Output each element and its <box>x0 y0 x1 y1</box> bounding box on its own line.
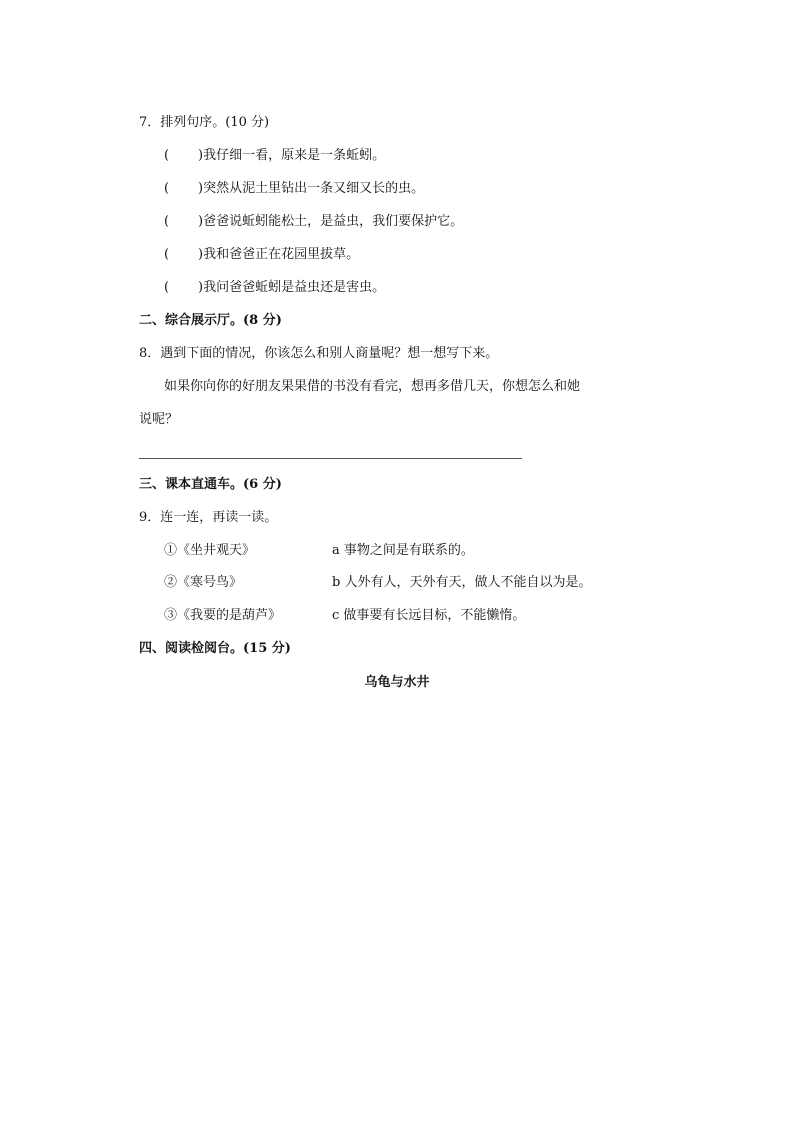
section3-heading: 三、课本直通车。(6 分) <box>139 477 282 492</box>
q7-item-text: )我和爸爸正在花园里拔草。 <box>198 247 360 262</box>
q7-item-1 <box>164 147 385 165</box>
q7-item-text: )爸爸说蚯蚓能松土，是益虫，我们要保护它。 <box>198 214 464 229</box>
q7-item-text: )我仔细一看，原来是一条蚯蚓。 <box>198 148 386 163</box>
answer-blank[interactable]: ( <box>164 214 170 229</box>
q7-title: 7．排列句序。(10 分) <box>139 115 270 130</box>
reading-title: 乌龟与水井 <box>364 675 430 690</box>
q8-title: 8．遇到下面的情况，你该怎么和别人商量呢？想一想写下来。 <box>139 346 499 361</box>
q8-scenario-line2: 说呢？ <box>139 412 179 427</box>
section2-heading: 二、综合展示厅。(8 分) <box>139 313 282 328</box>
answer-blank[interactable]: ( <box>164 181 170 196</box>
q7-item-text: )突然从泥土里钻出一条又细又长的虫。 <box>198 181 425 196</box>
match-right-b[interactable]: b 人外有人，天外有天，做人不能自以为是。 <box>332 575 592 590</box>
q7-item-2 <box>164 180 424 198</box>
q7-item-4 <box>164 246 359 264</box>
q7-item-3 <box>164 213 463 231</box>
match-left-1[interactable]: ①《坐井观天》 <box>164 543 256 558</box>
q8-scenario-line1: 如果你向你的好朋友果果借的书没有看完，想再多借几天，你想怎么和她 <box>164 379 581 394</box>
match-right-a[interactable]: a 事物之间是有联系的。 <box>332 543 474 558</box>
answer-blank[interactable]: ( <box>164 247 170 262</box>
match-left-2[interactable]: ②《寒号鸟》 <box>164 575 243 590</box>
answer-blank[interactable]: ( <box>164 280 170 295</box>
answer-line[interactable] <box>139 458 522 459</box>
match-left-3[interactable]: ③《我要的是葫芦》 <box>164 608 282 623</box>
q7-item-text: )我问爸爸蚯蚓是益虫还是害虫。 <box>198 280 386 295</box>
section4-heading: 四、阅读检阅台。(15 分) <box>139 641 291 656</box>
q7-item-5 <box>164 279 385 297</box>
q9-title: 9．连一连，再读一读。 <box>139 510 278 525</box>
match-right-c[interactable]: c 做事要有长远目标，不能懒惰。 <box>332 608 526 623</box>
answer-blank[interactable]: ( <box>164 148 170 163</box>
